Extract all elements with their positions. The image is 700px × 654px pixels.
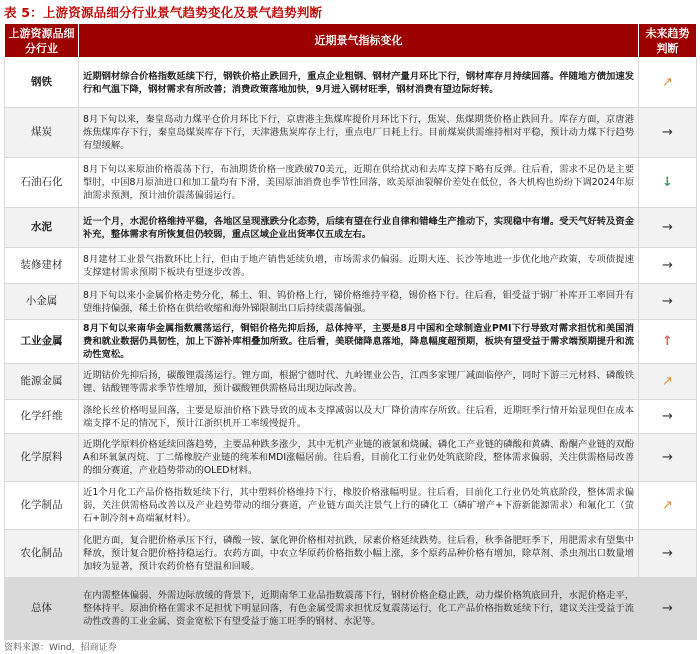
industry-cell: 装修建材 [5, 248, 79, 284]
industry-cell: 总体 [5, 578, 79, 640]
table-row [5, 158, 697, 208]
trend-cell [639, 320, 697, 364]
trend-arrow-icon: ↓ [662, 175, 673, 190]
change-description-cell: 化肥方面，复合肥价格承压下行，磷酸一铵、氯化钾价格相对抗跌，尿素价格延续跌势。往后看，秋季备肥旺季下，用肥需求有望集中释放，预计复合肥价格持稳运行。农药方面，中农立华原药价格指数小幅上涨，多个原药品种价格有增加，除草剂、杀虫剂出口数量增加较为显著，预计农药价格有望温和回暖。 [79, 530, 639, 578]
trend-arrow-icon: → [662, 546, 673, 561]
industry-trend-table [4, 23, 697, 640]
change-description-cell: 8月下旬以来南华金属指数震荡运行，铜铝价格先抑后扬，总体持平，主要是8月中国和全球制造业PMI下行导致对需求担忧和美国消费和就业数据仍具韧性，加上下游补库相叠加所致。往后看，美联储降息落地，降息幅度超预期，板块有望受益于需求端预期提升和流动性宽松。 [79, 320, 639, 364]
trend-arrow-icon: → [662, 409, 673, 424]
industry-cell: 工业金属 [5, 320, 79, 364]
table-row [5, 434, 697, 482]
table-row [5, 530, 697, 578]
trend-arrow-icon: ↑ [662, 334, 673, 349]
industry-cell: 农化制品 [5, 530, 79, 578]
header-industry: 上游资源品细分行业 [5, 24, 79, 58]
trend-arrow-icon: ↗ [662, 75, 673, 90]
table-row [5, 578, 697, 640]
trend-cell [639, 284, 697, 320]
trend-arrow-icon: → [662, 220, 673, 235]
change-description-cell: 8月下旬以来小金属价格走势分化，稀土、钼、钨价格上行，锑价格维持平稳，锡价格下行。往后看，钼受益于钢厂补库开工率回升有望维持偏强，稀土价格在供给收缩和海外锑限制出口后持续震荡偏强。 [79, 284, 639, 320]
source-note: 资料来源：Wind，招商证券 [4, 643, 117, 653]
change-description-cell: 近期钢材综合价格指数延续下行，钢铁价格止跌回升，重点企业粗钢、钢材产量月环比下行，钢材库存月持续回落。伴随地方债加速发行和气温下降，钢材需求有所改善；消费政策落地加快，9月进入钢材旺季，钢材消费有望边际好转。 [79, 58, 639, 108]
change-description-cell: 近期化学原料价格延续回落趋势，主要品种跌多涨少，其中无机产业链的液氯和烧碱、磷化工产业链的磷酸和黄磷、酚酮产业链的双酚A和环氧氯丙烷、丁二烯橡胶产业链的纯苯和MDI涨幅居前。往后看，目前化工行业仍处筑底阶段，整体需求偏弱，关注供需格局改善的细分赛道，产业趋势带动的OLED材料。 [79, 434, 639, 482]
table-row [5, 284, 697, 320]
change-description-cell: 8月下旬以来，秦皇岛动力煤平仓价月环比下行，京唐港主焦煤库提价月环比下行，焦炭、焦煤期货价格止跌回升。库存方面，京唐港炼焦煤库存下行，秦皇岛煤炭库存下行，天津港焦炭库存上行，重点电厂日耗上行。目前煤炭供需维持相对平稳，预计动力煤下行趋势有望缓解。 [79, 108, 639, 158]
change-description-cell: 8月下旬以来原油价格震荡下行，布油期货价格一度跌破70美元，近期在供给扰动和去库支撑下略有反弹。往后看，需求不足仍是主要掣肘，中国8月原油进口和加工量均有下滑，美国原油消费也季节性回落，欧美原油裂解价差处在低位，各大机构也纷纷下调2024年原油需求预测，预计油价震荡偏弱运行。 [79, 158, 639, 208]
trend-cell [639, 530, 697, 578]
trend-arrow-icon: → [662, 294, 673, 309]
table-row [5, 400, 697, 434]
trend-arrow-icon: → [662, 258, 673, 273]
industry-cell: 能源金属 [5, 364, 79, 400]
trend-arrow-icon: → [662, 450, 673, 465]
industry-cell: 水泥 [5, 208, 79, 248]
industry-cell: 化学原料 [5, 434, 79, 482]
trend-cell [639, 208, 697, 248]
trend-cell [639, 58, 697, 108]
trend-arrow-icon: ↗ [662, 498, 673, 513]
change-description-cell: 近期钴价先抑后扬，碳酸锂震荡运行。锂方面，根据宁德时代、九岭锂业公告，江西多家锂厂减面临停产，同时下游三元材料、磷酸铁锂、钴酸锂等需求季节性增加，预计碳酸锂供需格局出现边际改善。 [79, 364, 639, 400]
change-description-cell: 8月建材工业景气指数环比上行，但由于地产销售延续负增，市场需求仍偏弱。近期大连、长沙等地进一步优化地产政策，专项债提速支撑建材需求预期下板块有望逐步改善。 [79, 248, 639, 284]
table-body [5, 58, 697, 640]
table-title: 表 5：上游资源品细分行业景气趋势变化及景气趋势判断 [4, 5, 323, 20]
trend-cell [639, 108, 697, 158]
change-description-cell: 近一个月，水泥价格维持平稳，各地区呈现涨跌分化态势，后续有望在行业自律和错峰生产推动下，实现稳中有增。受天气好转及资金补充，整体需求有所恢复但仍较弱，重点区域企业出货率仅五成左右。 [79, 208, 639, 248]
trend-cell [639, 482, 697, 530]
trend-cell [639, 434, 697, 482]
change-description-cell: 近1个月化工产品价格指数延续下行，其中塑料价格维持下行，橡胶价格涨幅明显。往后看，目前化工行业仍处筑底阶段，整体需求偏弱，关注供需格局改善以及产业趋势带动的细分赛道，产业链方面关注景气上行的磷化工（磷矿增产+下游新能源需求）和氟化工（萤石+制冷剂+高端氟材料）。 [79, 482, 639, 530]
trend-cell [639, 364, 697, 400]
table-row [5, 208, 697, 248]
change-description-cell: 涤纶长丝价格明显回落，主要是原油价格下跌导致的成本支撑减弱以及大厂降价清库存所致。往后看，近期旺季行情开始显现但在成本端支撑不足的情况下，预计江浙织机开工率缓慢提升。 [79, 400, 639, 434]
trend-cell [639, 248, 697, 284]
industry-cell: 钢铁 [5, 58, 79, 108]
trend-arrow-icon: → [662, 125, 673, 140]
change-description-cell: 在内需整体偏弱、外需边际放缓的背景下，近期南华工业品指数震荡下行，钢材价格企稳止跌，动力煤价格筑底回升，水泥价格走平，整体持平。原油价格在需求不足担忧下明显回落，有色金属受需求担忧反复震荡运行，化工产品价格指数延续下行，建议关注受益于流动性改善的工业金属、资金宽松下有望受益于施工旺季的钢材、水泥等。 [79, 578, 639, 640]
industry-cell: 煤炭 [5, 108, 79, 158]
industry-cell: 小金属 [5, 284, 79, 320]
industry-cell: 化学制品 [5, 482, 79, 530]
table-row [5, 108, 697, 158]
header-change: 近期景气指标变化 [79, 24, 639, 58]
table-row [5, 320, 697, 364]
trend-arrow-icon: → [662, 601, 673, 616]
table-row [5, 482, 697, 530]
trend-cell [639, 158, 697, 208]
industry-cell: 化学纤维 [5, 400, 79, 434]
header-future: 未来趋势判断 [639, 24, 697, 58]
table-row [5, 248, 697, 284]
trend-cell [639, 400, 697, 434]
industry-cell: 石油石化 [5, 158, 79, 208]
table-header-row [5, 24, 697, 58]
table-row [5, 364, 697, 400]
trend-arrow-icon: ↗ [662, 374, 673, 389]
table-row [5, 58, 697, 108]
trend-cell [639, 578, 697, 640]
